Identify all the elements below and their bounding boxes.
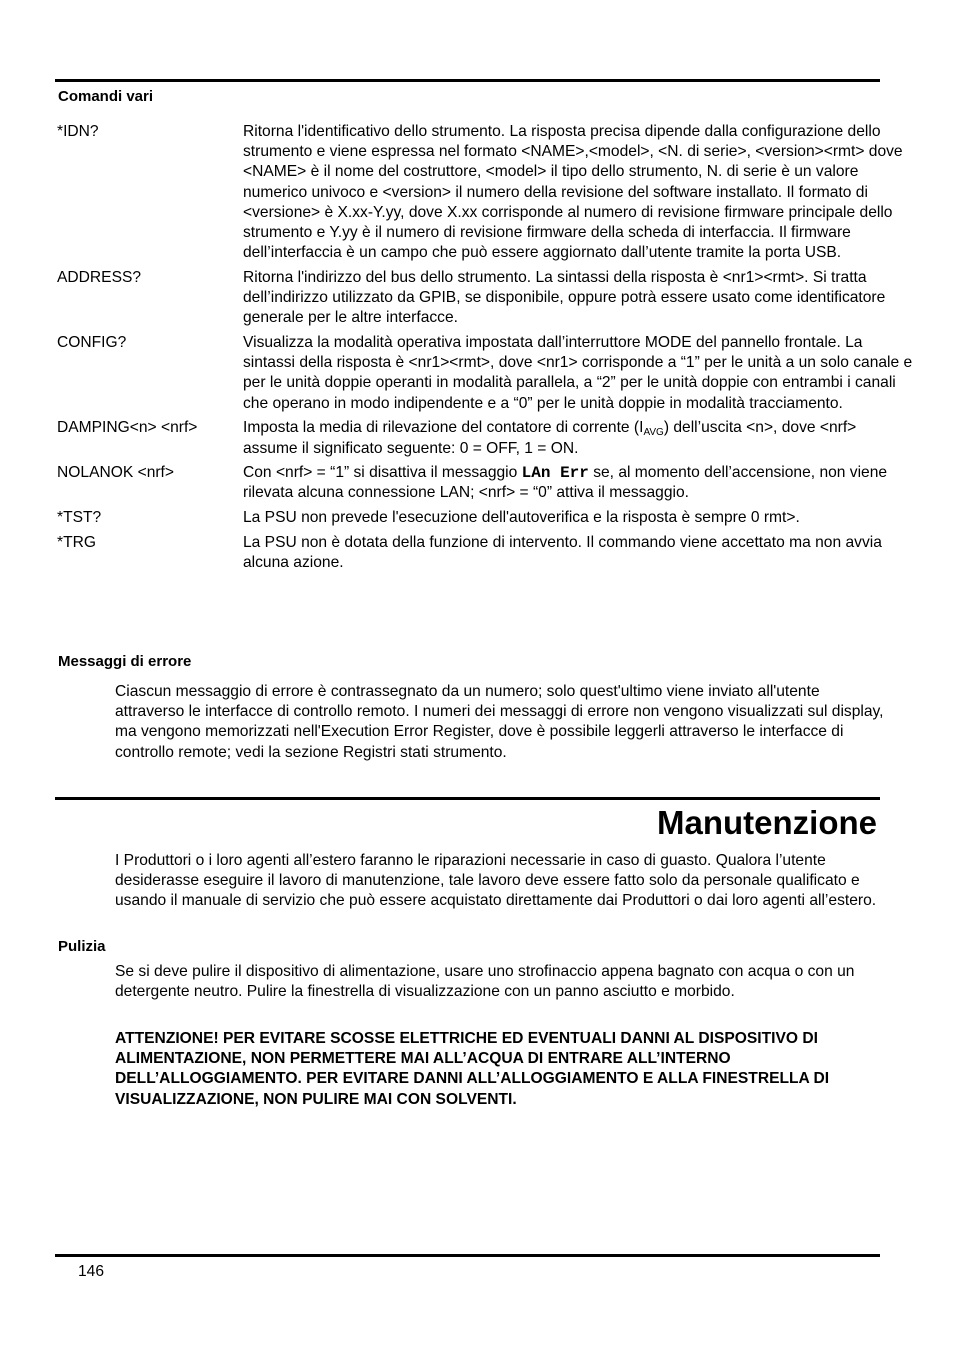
command-description: Ritorna l'indirizzo del bus dello strumento. La sintassi della risposta è <nr1><rmt>. Si tratta dell’indirizzo utilizzato da GPIB, se disponibile, oppure potrà essere usato come identificatore generale per le altre interfacce.	[243, 268, 886, 327]
maintenance-intro-paragraph: I Produttori o i loro agenti all’estero faranno le riparazioni necessarie in caso di guasto. Qualora l’utente desiderasse eseguire il lavoro di manutenzione, tale lavoro deve essere fatto solo da personale qualificato e usando il manuale di servizio che può essere acquistato direttamente dai Produttori o dai loro agenti all’estero.	[115, 852, 877, 910]
command-row-config	[57, 333, 913, 414]
description-part: Con <nrf> = “1” si disattiva il messaggio	[243, 464, 522, 482]
description-part: ) dell’uscita <n>, dove <nrf> assume il significato seguente: 0 = OFF, 1 = ON.	[243, 419, 857, 457]
cleaning-paragraph: Se si deve pulire il dispositivo di alimentazione, usare uno strofinaccio appena bagnato con acqua o con un detergente neutro. Pulire la finestrella di visualizzazione con un panno asciutto e morbido.	[115, 963, 855, 1001]
command-description: Visualizza la modalità operativa impostata dall’interruttore MODE del pannello frontale. La sintassi della risposta è <nr1><rmt>, dove <nr1> corrisponde a “1” per le unità a un solo canale e per le unità doppie operanti in modalità parallela, a “2” per le unità doppie con entrambi i canali che operano in modo indipendente e a “0” per le unità doppie in modalità tracciamento.	[243, 334, 913, 412]
command-description: Ritorna l'identificativo dello strumento. La risposta precisa dipende dalla configurazione dello strumento e viene espressa nel formato <NAME>,<model>, <N. di serie>, <version><rmt> dove <NAME> è il nome del costruttore, <model> il tipo dello strumento, N. di serie è un valore numerico univoco e <version> il numero della revisione del software installato. Il formato di <versione> è X.xx-Y.yy, dove X.xx corrisponde al numero di revisione firmware principale dello strumento e Y.yy è il numero di revisione firmware della scheda di interfaccia. Il firmware dell’interfaccia è un campo che può essere aggiornato dall’utente tramite la porta USB.	[243, 123, 903, 262]
bottom-rule	[55, 1254, 880, 1257]
page-number: 146	[78, 1263, 105, 1280]
description-part: se, al momento dell’accensione, non viene rilevata alcuna connessione LAN; <nrf> = “0” attiva il messaggio.	[243, 464, 888, 502]
command-name: NOLANOK <nrf>	[57, 464, 174, 482]
section-title-pulizia: Pulizia	[58, 938, 106, 955]
top-rule	[55, 79, 880, 82]
command-name: CONFIG?	[57, 334, 127, 352]
chapter-heading: Manutenzione	[657, 804, 877, 841]
command-name: *IDN?	[57, 123, 99, 140]
section-title-messaggi-errore: Messaggi di errore	[58, 653, 192, 670]
command-row-tst	[57, 508, 913, 528]
error-messages-paragraph: Ciascun messaggio di errore è contrassegnato da un numero; solo quest'ultimo viene inviato all'utente attraverso le interfacce di controllo remoto. I numeri dei messaggi di errore non vengono visualizzati sul display, ma vengono memorizzati nell'Execution Error Register, dove è possibile leggerli attraverso le interfacce di controllo remote; vedi la sezione Registri stati strumento.	[115, 683, 884, 761]
command-description: La PSU non prevede l'esecuzione dell'autoverifica e la risposta è sempre 0 rmt>.	[243, 509, 800, 527]
description-part: Imposta la media di rilevazione del contatore di corrente (I	[243, 419, 644, 437]
section-title-comandi-vari: Comandi vari	[58, 88, 154, 105]
command-description: La PSU non è dotata della funzione di intervento. Il commando viene accettato ma non avvia alcuna azione.	[243, 533, 882, 572]
command-row-damping	[57, 418, 913, 458]
command-row-address	[57, 268, 913, 329]
command-description	[243, 418, 913, 458]
warning-paragraph: ATTENZIONE! PER EVITARE SCOSSE ELETTRICHE ED EVENTUALI DANNI AL DISPOSITIVO DI ALIMENTAZIONE, NON PERMETTERE MAI ALL’ACQUA DI ENTRARE ALL’INTERNO DELL’ALLOGGIAMENTO. PER EVITARE DANNI ALL’ALLOGGIAMENTO E ALLA FINESTRELLA DI VISUALIZZAZIONE, NON PULIRE MAI CON SOLVENTI.	[115, 1030, 830, 1108]
subscript-avg: AVG	[643, 427, 664, 439]
display-message-code: LAn Err	[521, 464, 589, 483]
command-name: *TRG	[57, 533, 96, 551]
command-row-trg	[57, 533, 913, 573]
command-row-nolanok	[57, 463, 913, 503]
command-row-idn	[57, 122, 913, 263]
command-name: DAMPING<n> <nrf>	[57, 419, 198, 437]
command-name: *TST?	[57, 509, 102, 527]
command-table	[57, 122, 913, 578]
command-name: ADDRESS?	[57, 268, 142, 286]
command-description	[243, 463, 913, 503]
